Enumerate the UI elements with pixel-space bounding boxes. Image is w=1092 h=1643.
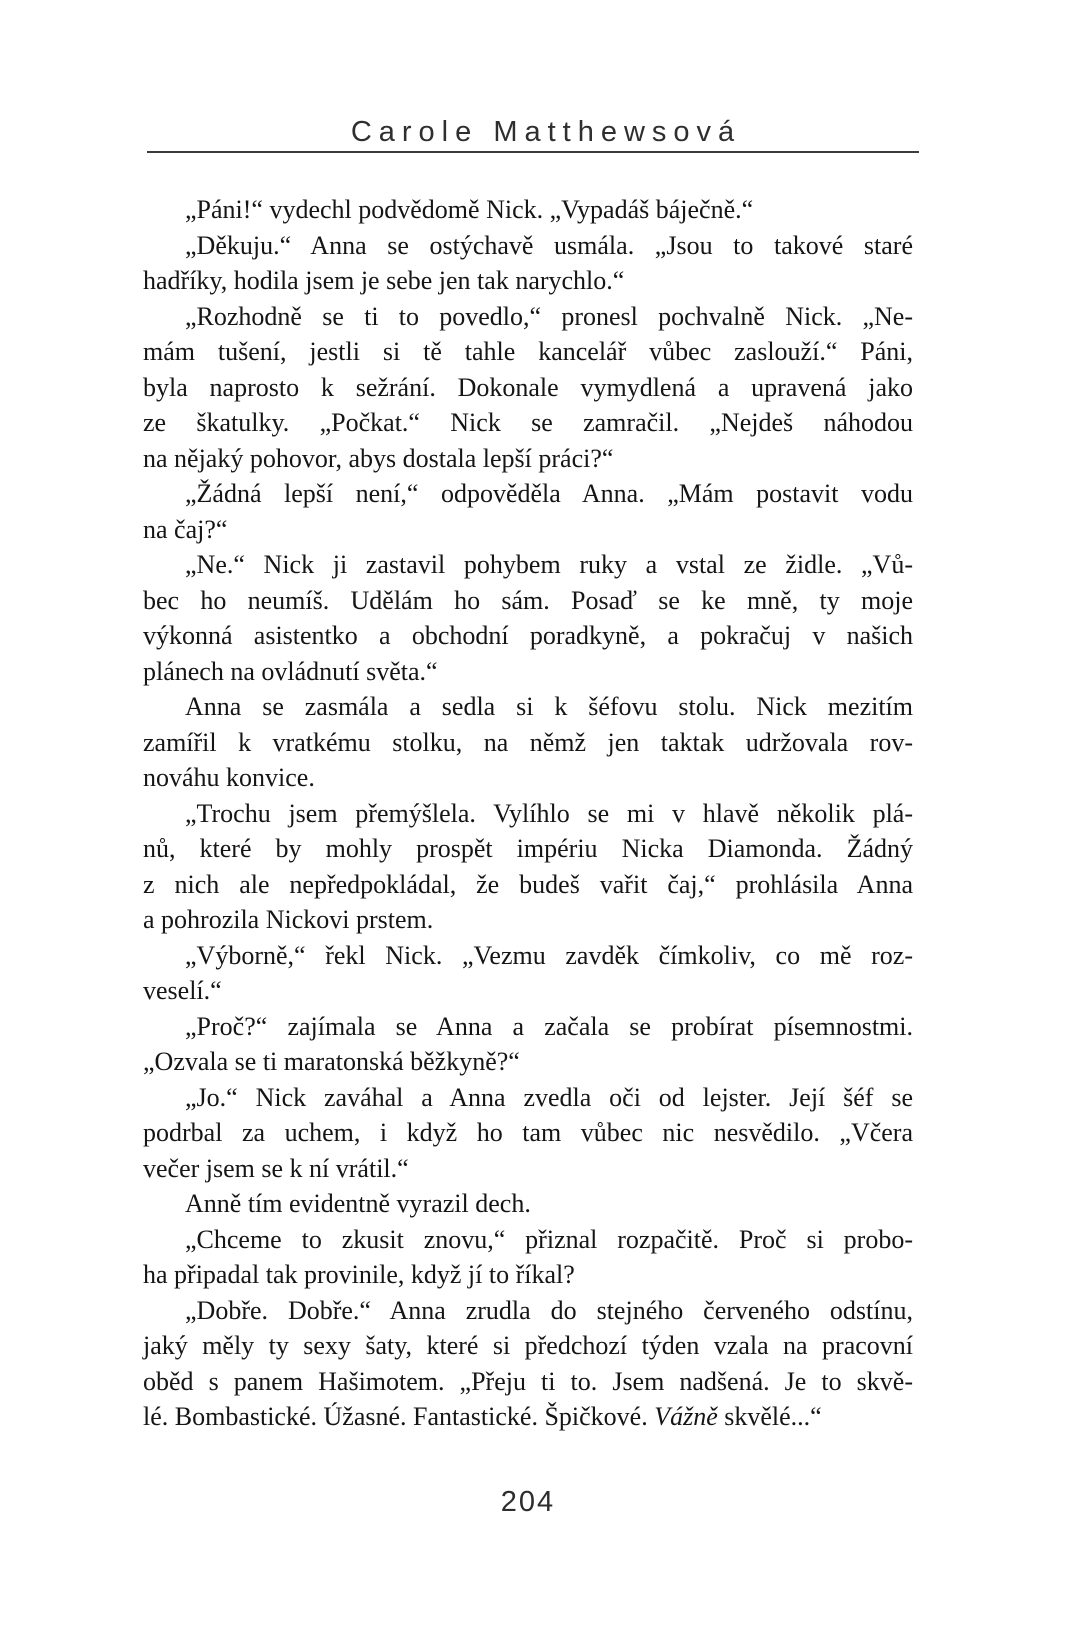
- paragraph: [143, 1080, 913, 1187]
- text-line: hadříky, hodila jsem je sebe jen tak narychlo.“: [143, 266, 625, 295]
- text-line: „Proč?“ zajímala se Anna a začala se probírat písemnostmi.: [185, 1011, 913, 1041]
- text-line: „Dobře. Dobře.“ Anna zrudla do stejného červeného odstínu,: [185, 1295, 913, 1325]
- paragraph: [143, 938, 913, 1009]
- paragraph: [143, 228, 913, 299]
- text-line: „Chceme to zkusit znovu,“ přiznal rozpačitě. Proč si probo-: [185, 1224, 913, 1254]
- text-line: „Trochu jsem přemýšlela. Vylíhlo se mi v hlavě několik plá-: [185, 798, 913, 828]
- text-line: Anně tím evidentně vyrazil dech.: [185, 1189, 531, 1218]
- text-line: výkonná asistentko a obchodní poradkyně, a pokračuj v našich: [143, 621, 913, 650]
- text-line: na čaj?“: [143, 514, 228, 544]
- paragraph: [143, 476, 913, 547]
- italic-text: Vážně: [654, 1402, 718, 1431]
- page-number: 204: [500, 1486, 556, 1518]
- text-line: „Děkuju.“ Anna se ostýchavě usmála. „Jsou to takové staré: [185, 230, 913, 260]
- text-line: „Jo.“ Nick zaváhal a Anna zvedla oči od lejster. Její šéf se: [185, 1082, 913, 1112]
- text-line: zamířil k vratkému stolku, na němž jen taktak udržovala rov-: [143, 727, 913, 757]
- text-line: „Žádná lepší není,“ odpověděla Anna. „Mám postavit vodu: [185, 479, 913, 508]
- text-line: na nějaký pohovor, abys dostala lepší práci?“: [143, 443, 614, 473]
- text-line: nů, které by mohly prospět impériu Nicka Diamonda. Žádný: [143, 834, 913, 863]
- text-line: Anna se zasmála a sedla si k šéfovu stolu. Nick mezitím: [185, 692, 913, 721]
- text-line: oběd s panem Hašimotem. „Přeju ti to. Jsem nadšená. Je to skvě-: [143, 1366, 913, 1396]
- paragraph: [143, 689, 913, 796]
- paragraph: [143, 1009, 913, 1080]
- text-line: „Páni!“ vydechl podvědomě Nick. „Vypadáš báječně.“: [185, 195, 754, 224]
- body-text: [143, 192, 913, 1435]
- header-rule: [147, 151, 919, 153]
- text-line: „Výborně,“ řekl Nick. „Vezmu zavděk čímkoliv, co mě roz-: [185, 940, 913, 970]
- text-line: bec ho neumíš. Udělám ho sám. Posaď se ke mně, ty moje: [143, 585, 913, 615]
- text-line: byla naprosto k sežrání. Dokonale vymydlená a upravená jako: [143, 372, 913, 402]
- text-line: veselí.“: [143, 976, 222, 1005]
- header-author: Carole Matthewsová: [350, 116, 742, 148]
- paragraph: [143, 1293, 913, 1435]
- text-line: plánech na ovládnutí světa.“: [143, 656, 438, 686]
- paragraph: [143, 796, 913, 938]
- text-segment: skvělé...“: [717, 1402, 822, 1431]
- text-line: mám tušení, jestli si tě tahle kancelář vůbec zaslouží.“ Páni,: [143, 337, 913, 366]
- text-line: ha připadal tak provinile, když jí to říkal?: [143, 1260, 575, 1289]
- text-line: ze škatulky. „Počkat.“ Nick se zamračil. „Nejdeš náhodou: [143, 408, 913, 437]
- text-line: podrbal za uchem, i když ho tam vůbec nic nesvědilo. „Včera: [143, 1118, 913, 1147]
- text-line: „Ozvala se ti maratonská běžkyně?“: [143, 1047, 520, 1076]
- text-segment: lé. Bombastické. Úžasné. Fantastické. Špičkové.: [143, 1402, 655, 1431]
- text-line: jaký měly ty sexy šaty, které si předchozí týden vzala na pracovní: [143, 1331, 913, 1360]
- paragraph: [143, 1222, 913, 1293]
- paragraph: [143, 1186, 913, 1222]
- text-line: „Ne.“ Nick ji zastavil pohybem ruky a vstal ze židle. „Vů-: [185, 550, 913, 579]
- paragraph: [143, 547, 913, 689]
- text-line: „Rozhodně se ti to povedlo,“ pronesl pochvalně Nick. „Ne-: [185, 301, 913, 331]
- text-line: a pohrozila Nickovi prstem.: [143, 905, 434, 934]
- text-line: z nich ale nepředpokládal, že budeš vařit čaj,“ prohlásila Anna: [143, 869, 913, 899]
- text-line: nováhu konvice.: [143, 763, 315, 792]
- text-line: [143, 1399, 913, 1435]
- text-line: večer jsem se k ní vrátil.“: [143, 1153, 409, 1183]
- paragraph: [143, 192, 913, 228]
- paragraph: [143, 299, 913, 477]
